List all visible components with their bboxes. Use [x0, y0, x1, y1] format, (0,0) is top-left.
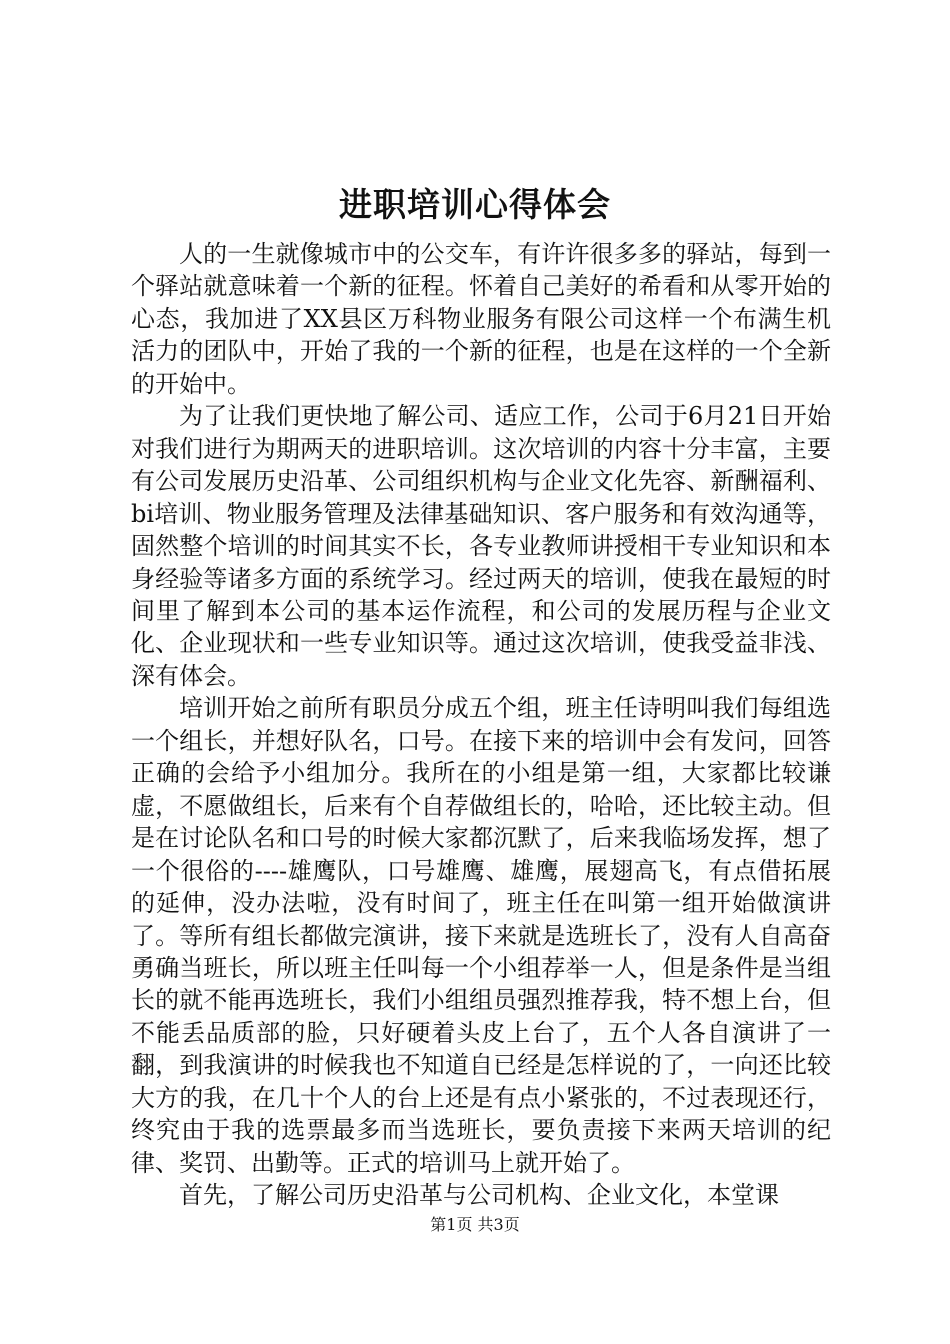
document-body: [131, 238, 831, 1212]
document-title: 进职培训心得体会: [339, 185, 611, 224]
paragraph: 为了让我们更快地了解公司、适应工作，公司于6月21日开始对我们进行为期两天的进职培训。这次培训的内容十分丰富，主要有公司发展历史沿革、公司组织机构与企业文化先容、新酬福利、bi培训、物业服务管理及法律基础知识、客户服务和有效沟通等，固然整个培训的时间其实不长，各专业教师讲授相干专业知识和本身经验等诸多方面的系统学习。经过两天的培训，使我在最短的时间里了解到本公司的基本运作流程，和公司的发展历程与企业文化、企业现状和一些专业知识等。通过这次培训，使我受益非浅、深有体会。: [131, 402, 831, 690]
page-footer: 第1页 共3页: [430, 1215, 520, 1234]
paragraph: 培训开始之前所有职员分成五个组，班主任诗明叫我们每组选一个组长，并想好队名，口号。在接下来的培训中会有发问，回答正确的会给予小组加分。我所在的小组是第一组，大家都比较谦虚，不愿做组长，后来有个自荐做组长的，哈哈，还比较主动。但是在讨论队名和口号的时候大家都沉默了，后来我临场发挥，想了一个很俗的----雄鹰队，口号雄鹰、雄鹰，展翅高飞，有点借拓展的延伸，没办法啦，没有时间了，班主任在叫第一组开始做演讲了。等所有组长都做完演讲，接下来就是选班长了，没有人自高奋勇确当班长，所以班主任叫每一个小组荐举一人，但是条件是当组长的就不能再选班长，我们小组组员强烈推荐我，特不想上台，但不能丢品质部的脸，只好硬着头皮上台了，五个人各自演讲了一翻，到我演讲的时候我也不知道自已经是怎样说的了，一向还比较大方的我，在几十个人的台上还是有点小紧张的，不过表现还行，终究由于我的选票最多而当选班长，要负责接下来两天培训的纪律、奖罚、出勤等。正式的培训马上就开始了。: [131, 694, 831, 1177]
paragraph: 人的一生就像城市中的公交车，有许许很多多的驿站，每到一个驿站就意味着一个新的征程。怀着自己美好的希看和从零开始的心态，我加进了XX县区万科物业服务有限公司这样一个布满生机活力的团队中，开始了我的一个新的征程，也是在这样的一个全新的开始中。: [131, 240, 831, 398]
paragraph: 首先，了解公司历史沿革与公司机构、企业文化，本堂课: [179, 1181, 779, 1210]
